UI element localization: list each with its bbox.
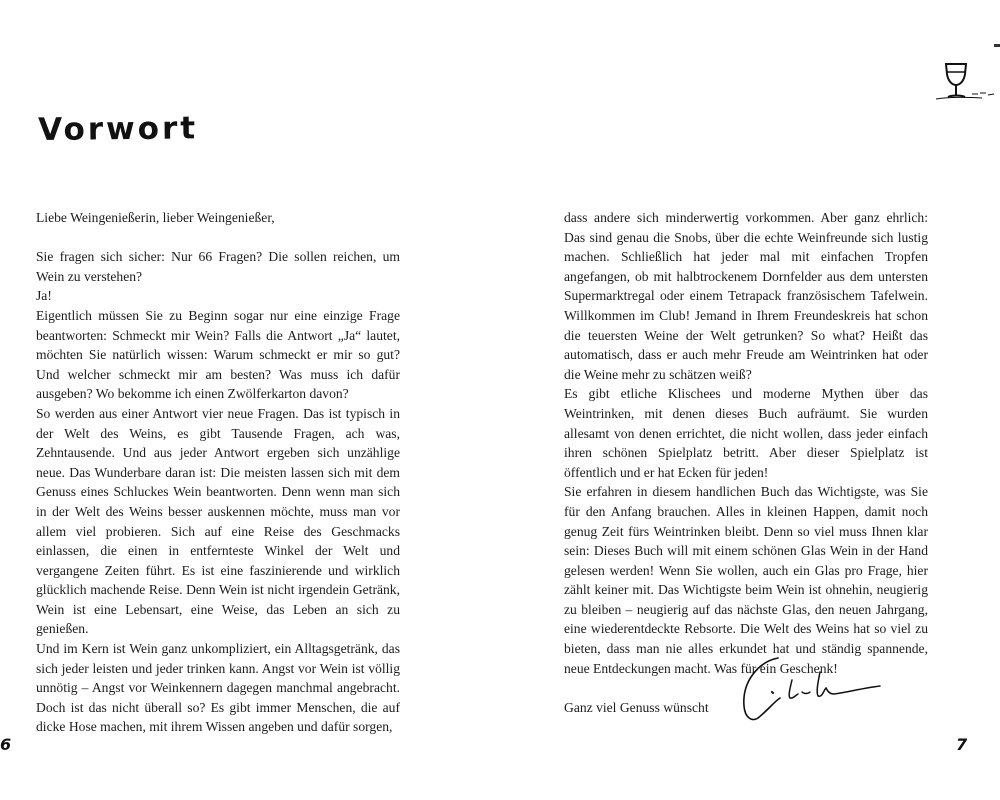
closing-line: Ganz viel Genuss wünscht xyxy=(564,699,709,715)
paragraph: Und im Kern ist Wein ganz unkompliziert, ein Alltagsgetränk, das sich jeder leisten und jeder trinken kann. Angst vor Wein ist völlig unnötig – Angst vor Weinkennern dagegen manchmal angebracht. Doch ist das nicht überall so? Es gibt immer Menschen, die auf dicke Hose machen, mit ihrem Wissen angeben und dafür sorgen, xyxy=(36,641,400,735)
right-column xyxy=(564,208,928,717)
signature-icon xyxy=(738,652,888,726)
paragraph: Sie fragen sich sicher: Nur 66 Fragen? Die sollen reichen, um Wein zu verstehen? xyxy=(36,249,400,284)
paragraph: Liebe Weingenießerin, lieber Weingenießer, xyxy=(36,210,275,225)
paragraph: Eigentlich müssen Sie zu Beginn sogar nur eine einzige Frage beantworten: Schmeckt mir Wein? Falls die Antwort „Ja“ lautet, möchten Sie natürlich wissen: Warum schmeckt er mir so gut? Und welcher schmeckt mir am besten? Was muss ich dafür ausgeben? Wo bekomme ich einen Zwölferkarton davon? xyxy=(36,307,400,402)
left-column xyxy=(36,208,400,737)
paragraph: Ja! xyxy=(36,288,52,304)
paragraph: So werden aus einer Antwort vier neue Fragen. Das ist typisch in der Welt des Weins, es gibt Tausende Fragen, ach was, Zehntausende. Und aus jeder Antwort ergeben sich unzählige neue. Das Wunderbare daran ist: Die meisten lassen sich mit dem Genuss eines Schluckes Wein beantworten. Denn wenn man sich in der Welt des Weins besser auskennen möchte, muss man vor allem viel probieren. Sich auf eine Reise des Geschmacks einlassen, die einen in entfernteste Winkel der Welt und vergangene Zeiten führt. Es ist eine faszinierende und wirklich glücklich machende Reise. Denn Wein ist nicht irgendein Getränk, Wein ist eine Lebensart, eine Weise, das Leben an sich zu genießen. xyxy=(36,405,400,637)
page-title: Vorwort xyxy=(38,110,199,148)
paragraph: Sie erfahren in diesem handlichen Buch das Wichtigste, was Sie für den Anfang brauchen. Alles in kleinen Happen, damit noch genug Zeit fürs Weintrinken bleibt. Denn so viel muss Ihnen klar sein: Dieses Buch will mit einem schönen Glas Wein in der Hand gelesen werden! Wenn Sie wollen, auch ein Glas pro Frage, hier zählt keiner mit. Das Wichtigste beim Wein ist ohnehin, neugierig zu bleiben – neugierig auf das nächste Glas, den neuen Jahrgang, eine wiederentdeckte Rebsorte. Die Welt des Weins hat so viel zu bieten, dass man nie alles erkundet hat und ständig spannende, neue Entdeckungen macht. Was für ein Geschenk! xyxy=(564,484,928,676)
wine-glass-icon xyxy=(934,58,996,104)
page-number-left: 6 xyxy=(0,735,12,754)
edge-mark xyxy=(994,44,1000,47)
paragraph: dass andere sich minderwertig vorkommen. Aber ganz ehrlich: Das sind genau die Snobs, über die echte Weinfreunde sich lustig machen. Schließlich hat jeder mal mit einfachen Tropfen angefangen, ob mit halbtrockenem Dornfelder aus dem untersten Supermarktregal oder einem Tetrapack französischem Tafelwein. Willkommen im Club! Jemand in Ihrem Freundeskreis hat schon die teuersten Weine der Welt getrunken? So what? Heißt das automatisch, dass er auch mehr Freude am Weintrinken hat oder die Weine mehr zu schätzen weiß? xyxy=(564,210,928,382)
page-number-right: 7 xyxy=(956,735,968,754)
paragraph: Es gibt etliche Klischees und moderne Mythen über das Weintrinken, mit denen dieses Buch aufräumt. Sie wurden allesamt von denen errichtet, die nicht wollen, dass jeder einfach ihren schönen Spielplatz betritt. Aber dieser Spielplatz ist öffentlich und er hat Ecken für jeden! xyxy=(564,386,928,480)
